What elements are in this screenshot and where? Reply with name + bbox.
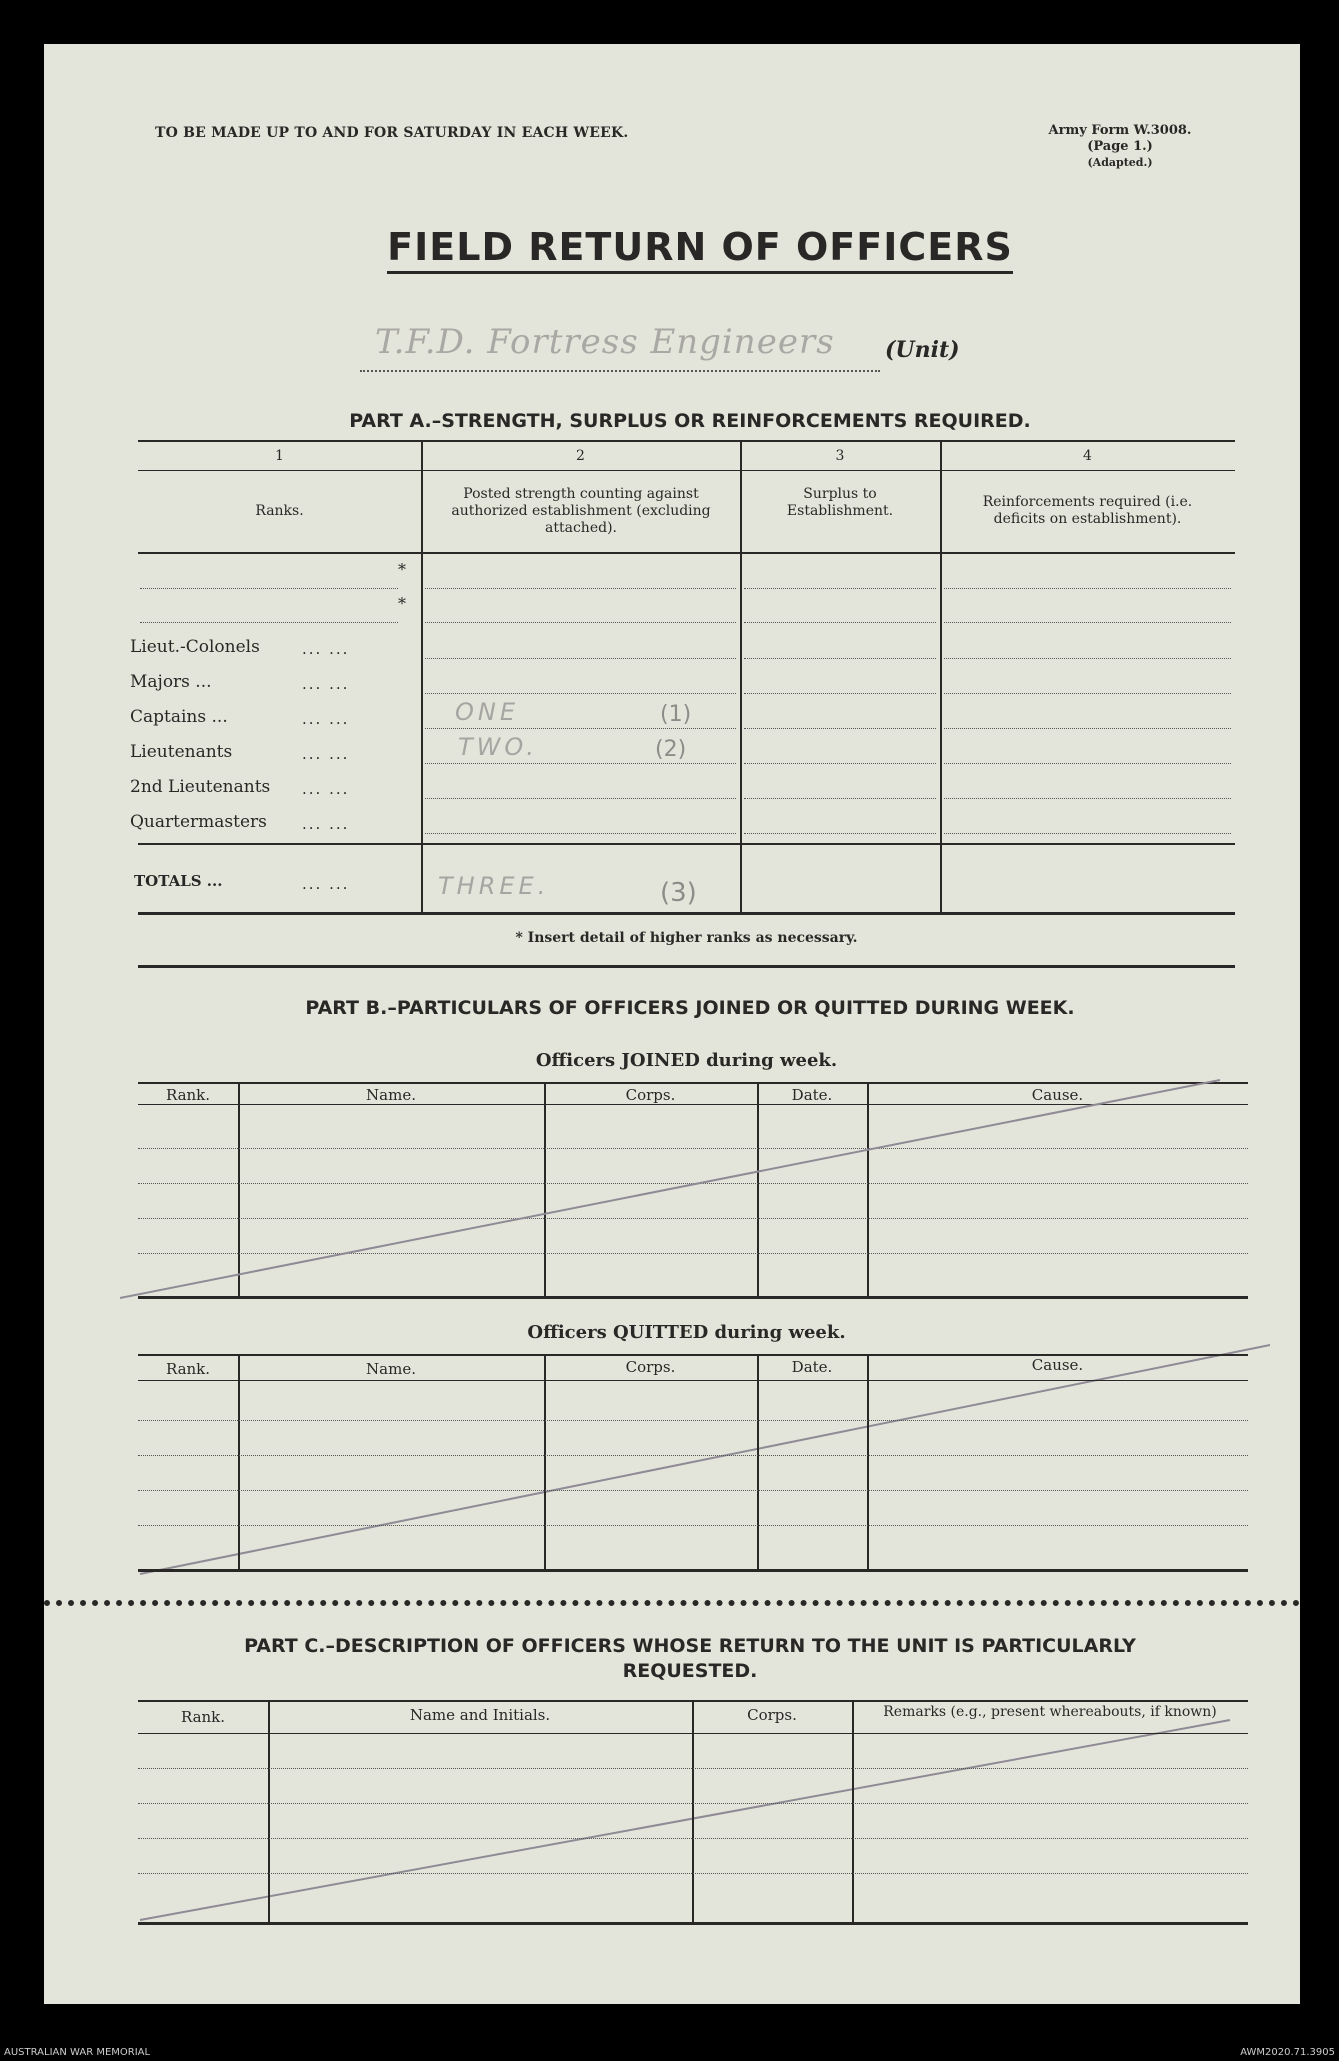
form-title: FIELD RETURN OF OFFICERS xyxy=(200,225,1200,269)
col-number-2: 2 xyxy=(576,448,585,464)
joined-heading: Officers JOINED during week. xyxy=(535,1050,838,1071)
part-c-col-corps: Corps. xyxy=(747,1706,797,1724)
row-line xyxy=(138,1455,1248,1456)
joined-col-rank: Rank. xyxy=(165,1086,211,1104)
part-c-col-remarks: Remarks (e.g., present whereabouts, if known) xyxy=(883,1704,1217,1720)
rank-dots: ... ... xyxy=(302,815,350,833)
captains-count-number: (1) xyxy=(660,702,692,727)
part-c-col-divider xyxy=(852,1700,854,1924)
rank-quartermasters: Quartermasters xyxy=(130,812,267,832)
row-line xyxy=(138,1803,1248,1804)
joined-col-cause: Cause. xyxy=(1031,1086,1084,1104)
footer-accession: AWM2020.71.3905 xyxy=(1240,2047,1335,2058)
part-c-heading-line-2: REQUESTED. xyxy=(622,1660,758,1682)
rank-2nd-lieutenants: 2nd Lieutenants xyxy=(130,777,271,797)
part-b-heading: PART B.–PARTICULARS OF OFFICERS JOINED OR QUITTED DURING WEEK. xyxy=(305,997,1075,1019)
rank-captains: Captains ... xyxy=(130,707,228,727)
totals-count-number: (3) xyxy=(660,878,697,908)
rank-majors: Majors ... xyxy=(130,672,212,692)
form-number: Army Form W.3008. xyxy=(1048,123,1192,138)
joined-strike-line xyxy=(120,1080,1220,1298)
row-line xyxy=(138,1525,1248,1526)
rank-dots: ... ... xyxy=(302,745,350,763)
rank-dots: ... ... xyxy=(302,710,350,728)
totals-label: TOTALS ... xyxy=(134,872,223,890)
quitted-col-divider xyxy=(867,1354,869,1571)
col-number-3: 3 xyxy=(835,448,845,464)
star-mark-1: * xyxy=(398,560,406,579)
part-c-strike-line xyxy=(140,1720,1230,1920)
col-number-4: 4 xyxy=(1083,448,1092,464)
row-line xyxy=(138,1768,1248,1769)
rank-dots: ... ... xyxy=(302,640,350,658)
joined-col-date: Date. xyxy=(791,1086,833,1104)
joined-col-corps: Corps. xyxy=(625,1086,676,1104)
instruction-text: TO BE MADE UP TO AND FOR SATURDAY IN EACH WEEK. xyxy=(155,125,629,141)
part-a-footnote: * Insert detail of higher ranks as necessary. xyxy=(515,930,858,946)
col-number-1: 1 xyxy=(275,448,284,464)
totals-dots: ... ... xyxy=(302,875,350,893)
quitted-col-date: Date. xyxy=(791,1358,833,1376)
part-c-col-divider xyxy=(692,1700,694,1924)
row-line xyxy=(138,1490,1248,1491)
joined-col-name: Name. xyxy=(366,1086,416,1104)
rank-dots: ... ... xyxy=(302,780,350,798)
part-c-col-divider xyxy=(268,1700,270,1924)
row-line xyxy=(138,1838,1248,1839)
quitted-header-rule xyxy=(138,1380,1248,1381)
rank-lieutenants: Lieutenants xyxy=(130,742,233,762)
quitted-bottom-rule xyxy=(138,1569,1248,1572)
part-c-col-name: Name and Initials. xyxy=(409,1706,551,1724)
rank-dots: ... ... xyxy=(302,675,350,693)
surplus-header: Surplus to Establishment. xyxy=(786,486,894,519)
star-mark-2: * xyxy=(398,594,406,613)
quitted-col-cause: Cause. xyxy=(1031,1356,1084,1374)
quitted-col-divider xyxy=(238,1354,240,1571)
perforation-line xyxy=(44,1600,1300,1606)
part-c-col-rank: Rank. xyxy=(180,1708,226,1726)
quitted-col-divider xyxy=(544,1354,546,1571)
unit-label: (Unit) xyxy=(885,337,960,363)
row-line xyxy=(138,1420,1248,1421)
reinforcements-header: Reinforcements required (i.e. deficits on establishment). xyxy=(982,494,1193,527)
part-c-heading-line-1: PART C.–DESCRIPTION OF OFFICERS WHOSE RETURN TO THE UNIT IS PARTICULARLY xyxy=(244,1635,1136,1657)
rank-lieut-colonels: Lieut.-Colonels xyxy=(130,637,260,657)
page-number: (Page 1.) xyxy=(1087,139,1153,154)
quitted-col-name: Name. xyxy=(366,1360,416,1378)
part-a-heading: PART A.–STRENGTH, SURPLUS OR REINFORCEMENTS REQUIRED. xyxy=(349,410,1031,432)
ranks-header: Ranks. xyxy=(255,503,304,519)
row-line xyxy=(138,1873,1248,1874)
quitted-col-divider xyxy=(757,1354,759,1571)
quitted-col-corps: Corps. xyxy=(625,1358,676,1376)
lieutenants-count-word: TWO. xyxy=(458,733,538,761)
lieutenants-count-number: (2) xyxy=(655,737,687,762)
footer-institution: AUSTRALIAN WAR MEMORIAL xyxy=(4,2047,151,2058)
adapted-note: (Adapted.) xyxy=(1087,156,1153,169)
captains-count-word: ONE xyxy=(455,698,520,726)
unit-handwritten: T.F.D. Fortress Engineers xyxy=(375,322,835,362)
quitted-col-rank: Rank. xyxy=(165,1360,211,1378)
totals-count-word: THREE. xyxy=(438,872,550,900)
posted-header: Posted strength counting against authorized establishment (excluding attached). xyxy=(451,486,711,536)
quitted-heading: Officers QUITTED during week. xyxy=(527,1322,846,1343)
